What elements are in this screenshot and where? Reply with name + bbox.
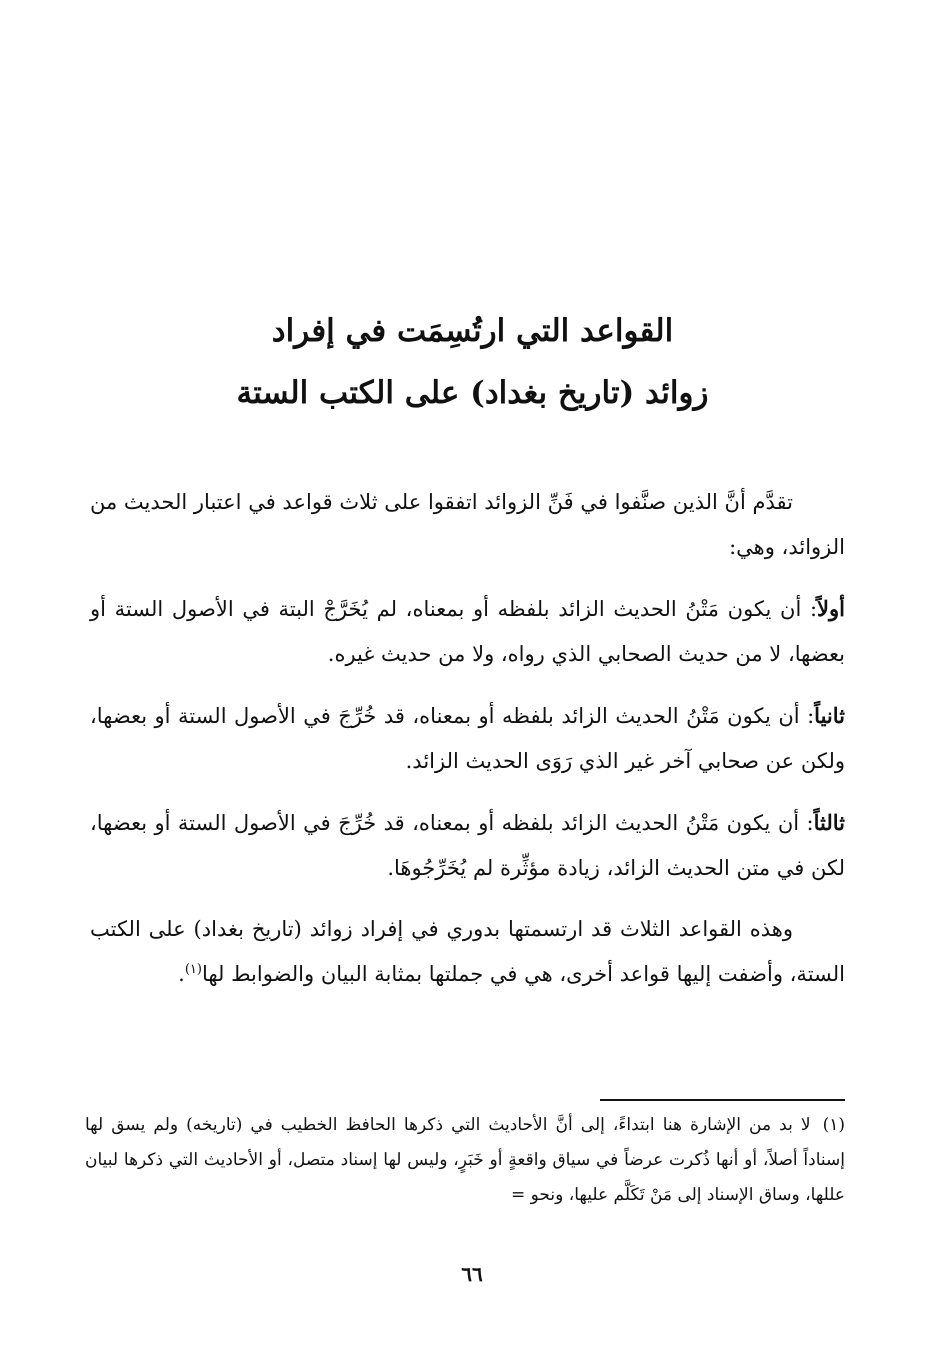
intro-paragraph: تقدَّم أنَّ الذين صنَّفوا في فَنِّ الزوائد اتفقوا على ثلاث قواعد في اعتبار الحديث من الزوائد، وهي: xyxy=(90,490,845,559)
body-text xyxy=(90,480,845,1013)
page-number: ٦٦ xyxy=(461,1262,483,1286)
heading-line-2: زوائد (تاريخ بغداد) على الكتب الستة xyxy=(236,375,709,411)
rule-three-text: : أن يكون مَتْنُ الحديث الزائد بلفظه أو بمعناه، قد خُرِّجَ في الأصول الستة أو بعضها، لكن في متن الحديث الزائد، زيادة مؤثِّرة لم يُخَرِّجُوهَا. xyxy=(90,811,845,880)
footnote-marker: (١) xyxy=(822,1115,845,1135)
rule-two-paragraph xyxy=(90,693,845,784)
rule-three-label: ثالثاً xyxy=(813,810,845,835)
rule-one-paragraph xyxy=(90,586,845,677)
footnote-separator xyxy=(600,1099,845,1101)
footnote xyxy=(85,1108,845,1213)
rule-one-label: أولاً xyxy=(817,596,845,621)
rule-two-text: : أن يكون مَتْنُ الحديث الزائد بلفظه أو بمعناه، قد خُرِّجَ في الأصول الستة أو بعضها، ولكن عن صحابي آخر غير الذي رَوَى الحديث الزائد. xyxy=(90,704,845,773)
footnote-reference[interactable]: (١) xyxy=(184,962,202,977)
closing-paragraph xyxy=(90,907,845,997)
chapter-heading xyxy=(160,300,785,424)
rule-one-text: : أن يكون مَتْنُ الحديث الزائد بلفظه أو بمعناه، لم يُخَرَّجْ البتة في الأصول الستة أو بعضها، لا من حديث الصحابي الذي رواه، ولا من حديث غيره. xyxy=(90,597,845,666)
closing-period: . xyxy=(178,962,185,986)
rule-three-paragraph xyxy=(90,800,845,891)
closing-text: وهذه القواعد الثلاث قد ارتسمتها بدوري في إفراد زوائد (تاريخ بغداد) على الكتب الستة، وأضفت إليها قواعد أخرى، هي في جملتها بمثابة البيان والضوابط لها xyxy=(90,917,845,986)
rule-two-label: ثانياً xyxy=(814,703,845,728)
footnote-text: لا بد من الإشارة هنا ابتداءً، إلى أنَّ الأحاديث التي ذكرها الحافظ الخطيب في (تاريخه) ولم يسق لها إسناداً أصلاً، أو أنها ذُكرت عرضاً في سياق واقعةٍ أو خَبَرٍ، وليس لها إسناد متصل، أو الأحاديث التي ذكرها لبيان عللها، وساق الإسناد إلى مَنْ تَكَلَّم عليها، ونحو = xyxy=(85,1115,845,1205)
heading-line-1: القواعد التي ارتُسِمَت في إفراد xyxy=(271,313,674,349)
